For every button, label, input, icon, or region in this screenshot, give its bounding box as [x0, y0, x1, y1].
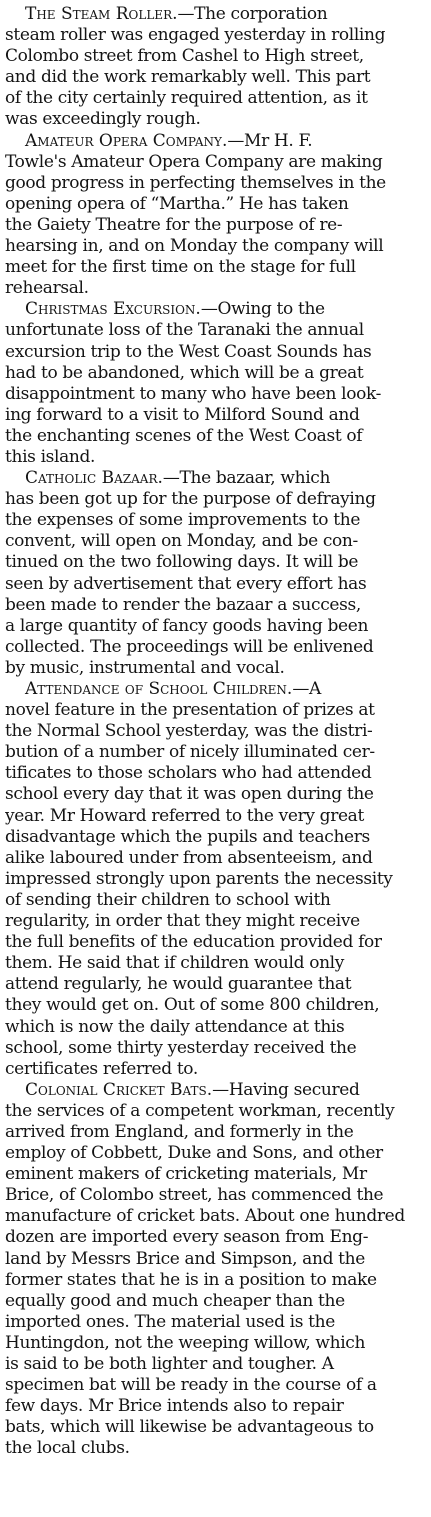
- text-line: [5, 342, 425, 363]
- article-heading: The Steam Roller.: [25, 4, 178, 24]
- text-line: [5, 1333, 425, 1354]
- article-paragraph: [5, 468, 425, 679]
- line-text: Brice, of Colombo street, has commenced the: [5, 1185, 384, 1206]
- line-text: was exceedingly rough.: [5, 109, 201, 130]
- line-text: school, some thirty yesterday received the: [5, 1037, 357, 1058]
- article-paragraph: [5, 1080, 425, 1460]
- article-heading: Colonial Cricket Bats.: [25, 1079, 213, 1100]
- text-line: [5, 4, 425, 25]
- text-line: [5, 25, 425, 46]
- line-text: rehearsal.: [5, 278, 89, 299]
- text-line: [5, 890, 425, 911]
- line-text: by music, instrumental and vocal.: [5, 657, 285, 678]
- text-line: [5, 1143, 425, 1164]
- text-line: [5, 320, 425, 341]
- text-line: [5, 1375, 425, 1396]
- line-text: tificates to those scholars who had attended: [5, 763, 372, 784]
- text-line: [5, 67, 425, 88]
- text-line: [5, 299, 425, 320]
- line-text: meet for the first time on the stage for full: [5, 257, 356, 278]
- text-line: [5, 953, 425, 974]
- text-line: [5, 405, 425, 426]
- text-line: [5, 1059, 425, 1080]
- line-text: this island.: [5, 446, 96, 467]
- line-text: and did the work remarkably well. This part: [5, 67, 371, 88]
- text-line: [5, 827, 425, 848]
- line-text: unfortunate loss of the Taranaki the annual: [5, 320, 364, 341]
- line-text: manufacture of cricket bats. About one hundred: [5, 1206, 405, 1227]
- text-line: [5, 658, 425, 679]
- text-line: [5, 426, 425, 447]
- text-line: [5, 46, 425, 67]
- text-line: [5, 869, 425, 890]
- line-text: arrived from England, and formerly in the: [5, 1121, 354, 1142]
- text-line: [5, 1185, 425, 1206]
- text-line: [5, 1038, 425, 1059]
- line-text: bats, which will likewise be advantageous to: [5, 1417, 374, 1438]
- text-line: [5, 784, 425, 805]
- article-paragraph: [5, 4, 425, 131]
- text-line: [5, 1270, 425, 1291]
- article-heading: Christmas Excursion.: [25, 299, 201, 320]
- line-text: convent, will open on Monday, and be con-: [5, 531, 358, 552]
- line-text: —The corporation: [177, 4, 328, 24]
- article-paragraph: [5, 131, 425, 300]
- text-line: [5, 721, 425, 742]
- text-line: [5, 131, 425, 152]
- line-text: few days. Mr Brice intends also to repair: [5, 1396, 344, 1417]
- text-line: [5, 552, 425, 573]
- text-line: [5, 236, 425, 257]
- text-line: [5, 1249, 425, 1270]
- text-line: [5, 215, 425, 236]
- line-text: imported ones. The material used is the: [5, 1311, 335, 1332]
- line-text: equally good and much cheaper than the: [5, 1290, 345, 1311]
- line-text: novel feature in the presentation of prizes at: [5, 700, 375, 721]
- text-line: [5, 616, 425, 637]
- line-text: opening opera of “Martha.” He has taken: [5, 193, 349, 214]
- line-text: former states that he is in a position to make: [5, 1269, 377, 1290]
- text-line: [5, 1206, 425, 1227]
- text-line: [5, 995, 425, 1016]
- article-heading: Catholic Bazaar.: [25, 468, 163, 489]
- line-text: Colombo street from Cashel to High street,: [5, 46, 364, 67]
- line-text: bution of a number of nicely illuminated cer-: [5, 742, 375, 763]
- line-text: disadvantage which the pupils and teachers: [5, 826, 370, 847]
- line-text: of the city certainly required attention, as it: [5, 88, 368, 109]
- text-line: [5, 278, 425, 299]
- line-text: —Owing to the: [200, 299, 325, 320]
- text-line: [5, 109, 425, 130]
- text-line: [5, 152, 425, 173]
- article-heading: Attendance of School Children.: [25, 679, 293, 699]
- article-heading: Amateur Opera Company.: [25, 130, 228, 151]
- line-text: excursion trip to the West Coast Sounds has: [5, 341, 372, 362]
- line-text: the Normal School yesterday, was the distri-: [5, 721, 373, 742]
- text-line: [5, 574, 425, 595]
- line-text: the full benefits of the education provided for: [5, 932, 382, 953]
- line-text: dozen are imported every season from Eng-: [5, 1227, 369, 1248]
- line-text: of sending their children to school with: [5, 889, 331, 910]
- line-text: the local clubs.: [5, 1438, 130, 1459]
- line-text: school every day that it was open during the: [5, 784, 374, 805]
- text-line: [5, 1291, 425, 1312]
- text-line: [5, 700, 425, 721]
- line-text: impressed strongly upon parents the necessity: [5, 868, 393, 889]
- line-text: steam roller was engaged yesterday in rolling: [5, 25, 386, 46]
- text-line: [5, 911, 425, 932]
- line-text: has been got up for the purpose of defraying: [5, 489, 376, 510]
- line-text: —Having secured: [212, 1079, 360, 1100]
- line-text: been made to render the bazaar a success,: [5, 594, 361, 615]
- line-text: hearsing in, and on Monday the company will: [5, 236, 384, 257]
- text-line: [5, 194, 425, 215]
- line-text: specimen bat will be ready in the course of a: [5, 1375, 377, 1396]
- text-line: [5, 1438, 425, 1459]
- line-text: had to be abandoned, which will be a great: [5, 362, 364, 383]
- text-line: [5, 1122, 425, 1143]
- text-line: [5, 173, 425, 194]
- text-line: [5, 510, 425, 531]
- line-text: Towle's Amateur Opera Company are making: [5, 151, 383, 172]
- text-line: [5, 1227, 425, 1248]
- line-text: the enchanting scenes of the West Coast of: [5, 425, 363, 446]
- line-text: Huntingdon, not the weeping willow, which: [5, 1332, 366, 1353]
- text-line: [5, 468, 425, 489]
- line-text: certificates referred to.: [5, 1058, 198, 1079]
- line-text: —The bazaar, which: [162, 468, 331, 489]
- line-text: them. He said that if children would only: [5, 953, 345, 974]
- line-text: land by Messrs Brice and Simpson, and the: [5, 1248, 365, 1269]
- line-text: ing forward to a visit to Milford Sound and: [5, 404, 360, 425]
- text-line: [5, 384, 425, 405]
- text-line: [5, 742, 425, 763]
- line-text: —Mr H. F.: [227, 130, 313, 151]
- text-line: [5, 1101, 425, 1122]
- line-text: regularity, in order that they might receive: [5, 911, 360, 932]
- text-line: [5, 1164, 425, 1185]
- text-line: [5, 1312, 425, 1333]
- line-text: —A: [292, 679, 321, 699]
- text-line: [5, 595, 425, 616]
- text-line: [5, 848, 425, 869]
- line-text: the services of a competent workman, recently: [5, 1100, 395, 1121]
- text-line: [5, 637, 425, 658]
- text-line: [5, 806, 425, 827]
- text-line: [5, 489, 425, 510]
- text-line: [5, 932, 425, 953]
- text-line: [5, 531, 425, 552]
- line-text: seen by advertisement that every effort has: [5, 573, 367, 594]
- text-line: [5, 257, 425, 278]
- line-text: which is now the daily attendance at this: [5, 1016, 345, 1037]
- line-text: eminent makers of cricketing materials, Mr: [5, 1164, 367, 1185]
- line-text: collected. The proceedings will be enlivened: [5, 636, 374, 657]
- text-line: [5, 1080, 425, 1101]
- text-line: [5, 763, 425, 784]
- article-paragraph: [5, 299, 425, 468]
- text-line: [5, 974, 425, 995]
- text-line: [5, 1354, 425, 1375]
- line-text: attend regularly, he would guarantee that: [5, 974, 352, 995]
- line-text: good progress in perfecting themselves in the: [5, 172, 386, 193]
- line-text: year. Mr Howard referred to the very great: [5, 805, 364, 826]
- text-line: [5, 363, 425, 384]
- text-line: [5, 679, 425, 700]
- text-line: [5, 1417, 425, 1438]
- line-text: the expenses of some improvements to the: [5, 510, 361, 531]
- line-text: alike laboured under from absenteeism, and: [5, 847, 373, 868]
- text-line: [5, 88, 425, 109]
- line-text: disappointment to many who have been look-: [5, 383, 382, 404]
- line-text: employ of Cobbett, Duke and Sons, and other: [5, 1143, 383, 1164]
- line-text: the Gaiety Theatre for the purpose of re-: [5, 214, 343, 235]
- text-line: [5, 1017, 425, 1038]
- line-text: they would get on. Out of some 800 children,: [5, 995, 380, 1016]
- line-text: tinued on the two following days. It will be: [5, 552, 359, 573]
- text-line: [5, 1396, 425, 1417]
- text-line: [5, 447, 425, 468]
- article-paragraph: [5, 679, 425, 1080]
- line-text: is said to be both lighter and tougher. A: [5, 1354, 334, 1374]
- line-text: a large quantity of fancy goods having been: [5, 615, 369, 636]
